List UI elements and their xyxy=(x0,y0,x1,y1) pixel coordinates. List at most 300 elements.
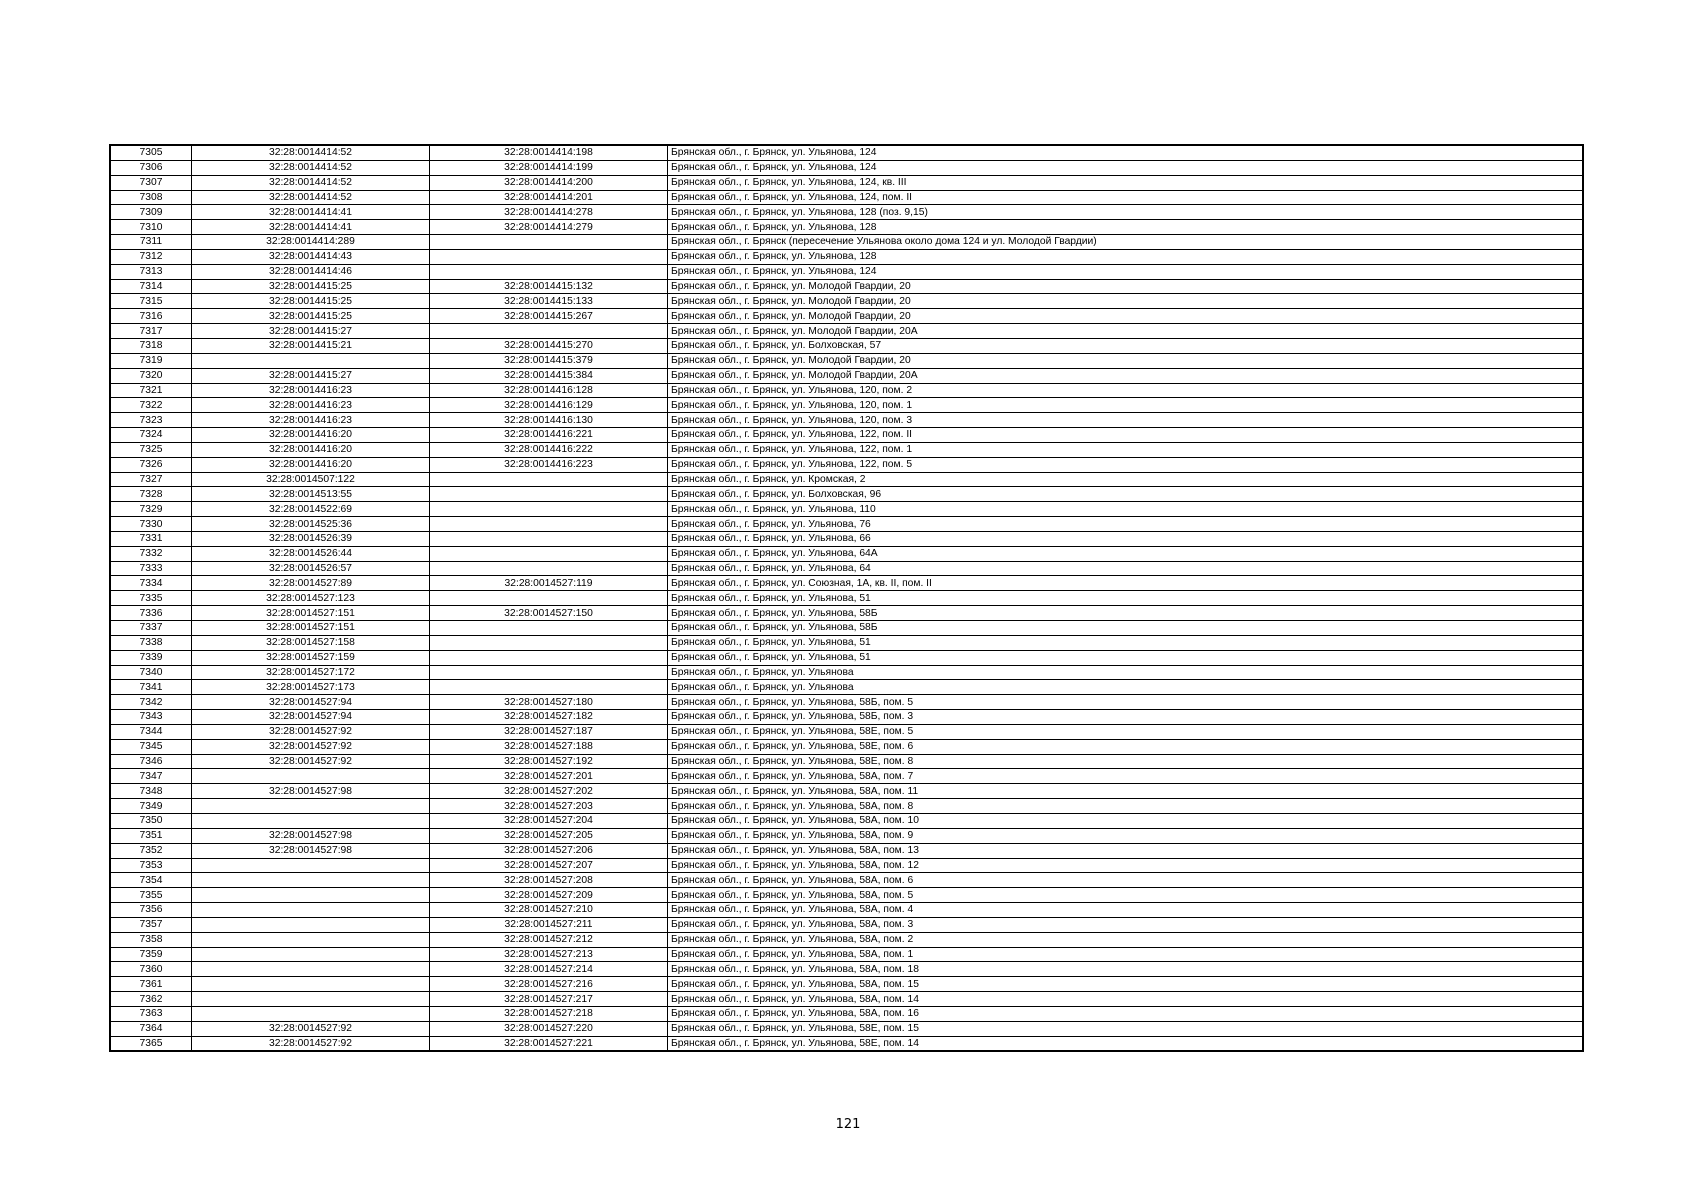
row-number-cell: 7331 xyxy=(110,531,192,546)
building-cadastral-number-cell: 32:28:0014527:150 xyxy=(430,606,668,621)
address-cell: Брянская обл., г. Брянск, ул. Ульянова, 58Е, пом. 5 xyxy=(668,724,1584,739)
building-cadastral-number-cell: 32:28:0014527:212 xyxy=(430,932,668,947)
table-row xyxy=(110,487,1583,502)
row-number-cell: 7322 xyxy=(110,398,192,413)
row-number-cell: 7326 xyxy=(110,457,192,472)
building-cadastral-number-cell: 32:28:0014416:130 xyxy=(430,413,668,428)
address-cell: Брянская обл., г. Брянск, ул. Ульянова, 58А, пом. 5 xyxy=(668,888,1584,903)
row-number-cell: 7329 xyxy=(110,502,192,517)
table-row xyxy=(110,353,1583,368)
table-row xyxy=(110,368,1583,383)
row-number-cell: 7346 xyxy=(110,754,192,769)
row-number-cell: 7319 xyxy=(110,353,192,368)
building-cadastral-number-cell: 32:28:0014527:214 xyxy=(430,962,668,977)
building-cadastral-number-cell: 32:28:0014415:267 xyxy=(430,309,668,324)
table-row xyxy=(110,784,1583,799)
land-cadastral-number-cell: 32:28:0014414:52 xyxy=(192,145,430,160)
land-cadastral-number-cell: 32:28:0014414:289 xyxy=(192,235,430,250)
building-cadastral-number-cell: 32:28:0014414:278 xyxy=(430,205,668,220)
row-number-cell: 7354 xyxy=(110,873,192,888)
address-cell: Брянская обл., г. Брянск, ул. Ульянова, 66 xyxy=(668,531,1584,546)
table-row xyxy=(110,517,1583,532)
building-cadastral-number-cell xyxy=(430,680,668,695)
table-row xyxy=(110,561,1583,576)
table-row xyxy=(110,264,1583,279)
table-row xyxy=(110,413,1583,428)
land-cadastral-number-cell xyxy=(192,888,430,903)
row-number-cell: 7306 xyxy=(110,160,192,175)
table-row xyxy=(110,428,1583,443)
building-cadastral-number-cell: 32:28:0014527:192 xyxy=(430,754,668,769)
address-cell: Брянская обл., г. Брянск, ул. Ульянова, 120, пом. 3 xyxy=(668,413,1584,428)
land-cadastral-number-cell: 32:28:0014527:92 xyxy=(192,754,430,769)
table-row xyxy=(110,917,1583,932)
row-number-cell: 7363 xyxy=(110,1006,192,1021)
land-cadastral-number-cell: 32:28:0014414:43 xyxy=(192,249,430,264)
row-number-cell: 7307 xyxy=(110,175,192,190)
land-cadastral-number-cell: 32:28:0014415:27 xyxy=(192,368,430,383)
table-row xyxy=(110,947,1583,962)
row-number-cell: 7353 xyxy=(110,858,192,873)
building-cadastral-number-cell xyxy=(430,235,668,250)
land-cadastral-number-cell: 32:28:0014415:27 xyxy=(192,324,430,339)
land-cadastral-number-cell xyxy=(192,932,430,947)
land-cadastral-number-cell xyxy=(192,962,430,977)
building-cadastral-number-cell: 32:28:0014527:221 xyxy=(430,1036,668,1051)
address-cell: Брянская обл., г. Брянск, ул. Болховская, 57 xyxy=(668,338,1584,353)
address-cell: Брянская обл., г. Брянск, ул. Ульянова, 120, пом. 1 xyxy=(668,398,1584,413)
table-row xyxy=(110,309,1583,324)
table-row xyxy=(110,828,1583,843)
table-row xyxy=(110,190,1583,205)
building-cadastral-number-cell: 32:28:0014416:222 xyxy=(430,442,668,457)
row-number-cell: 7335 xyxy=(110,591,192,606)
table-row xyxy=(110,1021,1583,1036)
row-number-cell: 7337 xyxy=(110,621,192,636)
table-row xyxy=(110,175,1583,190)
address-cell: Брянская обл., г. Брянск, ул. Союзная, 1А, кв. II, пом. II xyxy=(668,576,1584,591)
address-cell: Брянская обл., г. Брянск, ул. Ульянова, 58А, пом. 10 xyxy=(668,813,1584,828)
table-row xyxy=(110,858,1583,873)
building-cadastral-number-cell xyxy=(430,531,668,546)
land-cadastral-number-cell: 32:28:0014415:21 xyxy=(192,338,430,353)
address-cell: Брянская обл., г. Брянск, ул. Ульянова, 58А, пом. 12 xyxy=(668,858,1584,873)
address-cell: Брянская обл., г. Брянск, ул. Ульянова, 124 xyxy=(668,145,1584,160)
land-cadastral-number-cell: 32:28:0014414:46 xyxy=(192,264,430,279)
land-cadastral-number-cell: 32:28:0014527:94 xyxy=(192,710,430,725)
building-cadastral-number-cell: 32:28:0014415:270 xyxy=(430,338,668,353)
table-row xyxy=(110,294,1583,309)
address-cell: Брянская обл., г. Брянск, ул. Ульянова, 58А, пом. 18 xyxy=(668,962,1584,977)
address-cell: Брянская обл., г. Брянск (пересечение Ульянова около дома 124 и ул. Молодой Гвардии) xyxy=(668,235,1584,250)
table-row xyxy=(110,160,1583,175)
row-number-cell: 7318 xyxy=(110,338,192,353)
building-cadastral-number-cell: 32:28:0014527:211 xyxy=(430,917,668,932)
table-row xyxy=(110,398,1583,413)
land-cadastral-number-cell: 32:28:0014527:92 xyxy=(192,724,430,739)
building-cadastral-number-cell: 32:28:0014414:199 xyxy=(430,160,668,175)
building-cadastral-number-cell xyxy=(430,665,668,680)
row-number-cell: 7356 xyxy=(110,903,192,918)
land-cadastral-number-cell: 32:28:0014527:151 xyxy=(192,621,430,636)
row-number-cell: 7361 xyxy=(110,977,192,992)
address-cell: Брянская обл., г. Брянск, ул. Молодой Гвардии, 20 xyxy=(668,309,1584,324)
building-cadastral-number-cell xyxy=(430,324,668,339)
land-cadastral-number-cell: 32:28:0014416:20 xyxy=(192,442,430,457)
building-cadastral-number-cell: 32:28:0014415:132 xyxy=(430,279,668,294)
address-cell: Брянская обл., г. Брянск, ул. Ульянова, 58Е, пом. 8 xyxy=(668,754,1584,769)
address-cell: Брянская обл., г. Брянск, ул. Ульянова, 64 xyxy=(668,561,1584,576)
address-cell: Брянская обл., г. Брянск, ул. Ульянова, 124 xyxy=(668,160,1584,175)
land-cadastral-number-cell: 32:28:0014527:89 xyxy=(192,576,430,591)
land-cadastral-number-cell: 32:28:0014525:36 xyxy=(192,517,430,532)
land-cadastral-number-cell: 32:28:0014416:23 xyxy=(192,383,430,398)
address-cell: Брянская обл., г. Брянск, ул. Ульянова, 128 xyxy=(668,249,1584,264)
land-cadastral-number-cell: 32:28:0014527:92 xyxy=(192,739,430,754)
row-number-cell: 7332 xyxy=(110,546,192,561)
page-number: 121 xyxy=(835,1117,861,1132)
table-row xyxy=(110,695,1583,710)
table-row xyxy=(110,843,1583,858)
land-cadastral-number-cell xyxy=(192,903,430,918)
address-cell: Брянская обл., г. Брянск, ул. Ульянова xyxy=(668,680,1584,695)
land-cadastral-number-cell: 32:28:0014415:25 xyxy=(192,279,430,294)
row-number-cell: 7349 xyxy=(110,799,192,814)
land-cadastral-number-cell: 32:28:0014527:98 xyxy=(192,784,430,799)
table-row xyxy=(110,472,1583,487)
table-row xyxy=(110,992,1583,1007)
row-number-cell: 7339 xyxy=(110,650,192,665)
land-cadastral-number-cell: 32:28:0014416:20 xyxy=(192,457,430,472)
row-number-cell: 7330 xyxy=(110,517,192,532)
building-cadastral-number-cell: 32:28:0014527:188 xyxy=(430,739,668,754)
row-number-cell: 7359 xyxy=(110,947,192,962)
row-number-cell: 7317 xyxy=(110,324,192,339)
table-row xyxy=(110,650,1583,665)
land-cadastral-number-cell: 32:28:0014513:55 xyxy=(192,487,430,502)
row-number-cell: 7334 xyxy=(110,576,192,591)
land-cadastral-number-cell xyxy=(192,813,430,828)
table-row xyxy=(110,621,1583,636)
row-number-cell: 7336 xyxy=(110,606,192,621)
address-cell: Брянская обл., г. Брянск, ул. Ульянова, 124, пом. II xyxy=(668,190,1584,205)
table-row xyxy=(110,546,1583,561)
land-cadastral-number-cell: 32:28:0014507:122 xyxy=(192,472,430,487)
building-cadastral-number-cell: 32:28:0014527:210 xyxy=(430,903,668,918)
row-number-cell: 7313 xyxy=(110,264,192,279)
building-cadastral-number-cell xyxy=(430,561,668,576)
registry-table-body xyxy=(110,145,1583,1051)
building-cadastral-number-cell: 32:28:0014527:205 xyxy=(430,828,668,843)
row-number-cell: 7341 xyxy=(110,680,192,695)
row-number-cell: 7344 xyxy=(110,724,192,739)
land-cadastral-number-cell: 32:28:0014414:52 xyxy=(192,175,430,190)
row-number-cell: 7347 xyxy=(110,769,192,784)
row-number-cell: 7328 xyxy=(110,487,192,502)
address-cell: Брянская обл., г. Брянск, ул. Молодой Гвардии, 20 xyxy=(668,353,1584,368)
land-cadastral-number-cell: 32:28:0014527:159 xyxy=(192,650,430,665)
building-cadastral-number-cell: 32:28:0014527:217 xyxy=(430,992,668,1007)
row-number-cell: 7338 xyxy=(110,635,192,650)
address-cell: Брянская обл., г. Брянск, ул. Молодой Гвардии, 20 xyxy=(668,279,1584,294)
building-cadastral-number-cell xyxy=(430,635,668,650)
table-row xyxy=(110,813,1583,828)
building-cadastral-number-cell: 32:28:0014527:213 xyxy=(430,947,668,962)
address-cell: Брянская обл., г. Брянск, ул. Ульянова, 124, кв. III xyxy=(668,175,1584,190)
address-cell: Брянская обл., г. Брянск, ул. Ульянова, 58Б xyxy=(668,621,1584,636)
land-cadastral-number-cell: 32:28:0014414:41 xyxy=(192,205,430,220)
table-row xyxy=(110,962,1583,977)
row-number-cell: 7321 xyxy=(110,383,192,398)
address-cell: Брянская обл., г. Брянск, ул. Ульянова, 51 xyxy=(668,591,1584,606)
building-cadastral-number-cell: 32:28:0014416:221 xyxy=(430,428,668,443)
address-cell: Брянская обл., г. Брянск, ул. Ульянова, 58Е, пом. 14 xyxy=(668,1036,1584,1051)
row-number-cell: 7333 xyxy=(110,561,192,576)
address-cell: Брянская обл., г. Брянск, ул. Ульянова, 58А, пом. 7 xyxy=(668,769,1584,784)
table-row xyxy=(110,235,1583,250)
land-cadastral-number-cell xyxy=(192,858,430,873)
land-cadastral-number-cell: 32:28:0014416:23 xyxy=(192,398,430,413)
address-cell: Брянская обл., г. Брянск, ул. Кромская, 2 xyxy=(668,472,1584,487)
row-number-cell: 7352 xyxy=(110,843,192,858)
table-row xyxy=(110,531,1583,546)
address-cell: Брянская обл., г. Брянск, ул. Ульянова, 122, пом. 1 xyxy=(668,442,1584,457)
land-cadastral-number-cell: 32:28:0014527:151 xyxy=(192,606,430,621)
address-cell: Брянская обл., г. Брянск, ул. Молодой Гвардии, 20 xyxy=(668,294,1584,309)
land-cadastral-number-cell: 32:28:0014526:57 xyxy=(192,561,430,576)
building-cadastral-number-cell: 32:28:0014414:201 xyxy=(430,190,668,205)
address-cell: Брянская обл., г. Брянск, ул. Ульянова, 51 xyxy=(668,650,1584,665)
address-cell: Брянская обл., г. Брянск, ул. Ульянова, 58А, пом. 16 xyxy=(668,1006,1584,1021)
address-cell: Брянская обл., г. Брянск, ул. Ульянова, 58Б xyxy=(668,606,1584,621)
address-cell: Брянская обл., г. Брянск, ул. Ульянова, 58А, пом. 11 xyxy=(668,784,1584,799)
building-cadastral-number-cell xyxy=(430,264,668,279)
building-cadastral-number-cell: 32:28:0014416:128 xyxy=(430,383,668,398)
land-cadastral-number-cell xyxy=(192,1006,430,1021)
building-cadastral-number-cell: 32:28:0014527:119 xyxy=(430,576,668,591)
table-row xyxy=(110,799,1583,814)
building-cadastral-number-cell xyxy=(430,591,668,606)
table-row xyxy=(110,205,1583,220)
building-cadastral-number-cell: 32:28:0014527:201 xyxy=(430,769,668,784)
land-cadastral-number-cell: 32:28:0014527:92 xyxy=(192,1036,430,1051)
address-cell: Брянская обл., г. Брянск, ул. Ульянова, 58А, пом. 1 xyxy=(668,947,1584,962)
table-row xyxy=(110,903,1583,918)
row-number-cell: 7350 xyxy=(110,813,192,828)
address-cell: Брянская обл., г. Брянск, ул. Ульянова, 122, пом. II xyxy=(668,428,1584,443)
row-number-cell: 7343 xyxy=(110,710,192,725)
table-row xyxy=(110,220,1583,235)
building-cadastral-number-cell: 32:28:0014527:206 xyxy=(430,843,668,858)
building-cadastral-number-cell xyxy=(430,546,668,561)
row-number-cell: 7357 xyxy=(110,917,192,932)
table-row xyxy=(110,739,1583,754)
table-row xyxy=(110,145,1583,160)
land-cadastral-number-cell: 32:28:0014527:173 xyxy=(192,680,430,695)
land-cadastral-number-cell: 32:28:0014527:94 xyxy=(192,695,430,710)
land-cadastral-number-cell: 32:28:0014527:98 xyxy=(192,828,430,843)
land-cadastral-number-cell: 32:28:0014527:172 xyxy=(192,665,430,680)
row-number-cell: 7324 xyxy=(110,428,192,443)
row-number-cell: 7365 xyxy=(110,1036,192,1051)
building-cadastral-number-cell: 32:28:0014527:207 xyxy=(430,858,668,873)
building-cadastral-number-cell: 32:28:0014527:182 xyxy=(430,710,668,725)
row-number-cell: 7316 xyxy=(110,309,192,324)
land-cadastral-number-cell: 32:28:0014522:69 xyxy=(192,502,430,517)
land-cadastral-number-cell xyxy=(192,769,430,784)
land-cadastral-number-cell: 32:28:0014415:25 xyxy=(192,309,430,324)
table-row xyxy=(110,635,1583,650)
table-row xyxy=(110,680,1583,695)
building-cadastral-number-cell: 32:28:0014414:279 xyxy=(430,220,668,235)
land-cadastral-number-cell: 32:28:0014526:44 xyxy=(192,546,430,561)
table-row xyxy=(110,1036,1583,1051)
table-row xyxy=(110,591,1583,606)
table-row xyxy=(110,576,1583,591)
row-number-cell: 7311 xyxy=(110,235,192,250)
building-cadastral-number-cell: 32:28:0014527:204 xyxy=(430,813,668,828)
row-number-cell: 7315 xyxy=(110,294,192,309)
building-cadastral-number-cell xyxy=(430,517,668,532)
row-number-cell: 7320 xyxy=(110,368,192,383)
address-cell: Брянская обл., г. Брянск, ул. Ульянова, 51 xyxy=(668,635,1584,650)
building-cadastral-number-cell: 32:28:0014527:187 xyxy=(430,724,668,739)
table-row xyxy=(110,383,1583,398)
table-row xyxy=(110,888,1583,903)
land-cadastral-number-cell: 32:28:0014414:41 xyxy=(192,220,430,235)
table-row xyxy=(110,724,1583,739)
row-number-cell: 7325 xyxy=(110,442,192,457)
building-cadastral-number-cell xyxy=(430,621,668,636)
address-cell: Брянская обл., г. Брянск, ул. Ульянова, 58Б, пом. 3 xyxy=(668,710,1584,725)
land-cadastral-number-cell: 32:28:0014414:52 xyxy=(192,190,430,205)
table-row xyxy=(110,279,1583,294)
land-cadastral-number-cell: 32:28:0014415:25 xyxy=(192,294,430,309)
building-cadastral-number-cell: 32:28:0014527:202 xyxy=(430,784,668,799)
land-cadastral-number-cell: 32:28:0014414:52 xyxy=(192,160,430,175)
row-number-cell: 7342 xyxy=(110,695,192,710)
address-cell: Брянская обл., г. Брянск, ул. Молодой Гвардии, 20А xyxy=(668,324,1584,339)
land-cadastral-number-cell: 32:28:0014416:20 xyxy=(192,428,430,443)
property-registry-table xyxy=(109,144,1584,1052)
land-cadastral-number-cell: 32:28:0014527:98 xyxy=(192,843,430,858)
building-cadastral-number-cell: 32:28:0014527:220 xyxy=(430,1021,668,1036)
land-cadastral-number-cell: 32:28:0014527:123 xyxy=(192,591,430,606)
land-cadastral-number-cell xyxy=(192,799,430,814)
row-number-cell: 7327 xyxy=(110,472,192,487)
building-cadastral-number-cell: 32:28:0014416:129 xyxy=(430,398,668,413)
building-cadastral-number-cell xyxy=(430,472,668,487)
address-cell: Брянская обл., г. Брянск, ул. Ульянова, 76 xyxy=(668,517,1584,532)
table-row xyxy=(110,457,1583,472)
building-cadastral-number-cell: 32:28:0014527:180 xyxy=(430,695,668,710)
building-cadastral-number-cell: 32:28:0014416:223 xyxy=(430,457,668,472)
building-cadastral-number-cell: 32:28:0014527:209 xyxy=(430,888,668,903)
building-cadastral-number-cell: 32:28:0014415:133 xyxy=(430,294,668,309)
land-cadastral-number-cell xyxy=(192,947,430,962)
address-cell: Брянская обл., г. Брянск, ул. Ульянова, 122, пом. 5 xyxy=(668,457,1584,472)
address-cell: Брянская обл., г. Брянск, ул. Ульянова, 58А, пом. 13 xyxy=(668,843,1584,858)
table-row xyxy=(110,502,1583,517)
land-cadastral-number-cell: 32:28:0014526:39 xyxy=(192,531,430,546)
address-cell: Брянская обл., г. Брянск, ул. Ульянова, 110 xyxy=(668,502,1584,517)
table-row xyxy=(110,338,1583,353)
address-cell: Брянская обл., г. Брянск, ул. Ульянова, 128 (поз. 9,15) xyxy=(668,205,1584,220)
address-cell: Брянская обл., г. Брянск, ул. Ульянова, 58А, пом. 6 xyxy=(668,873,1584,888)
address-cell: Брянская обл., г. Брянск, ул. Ульянова, 120, пом. 2 xyxy=(668,383,1584,398)
address-cell: Брянская обл., г. Брянск, ул. Ульянова, 58А, пом. 8 xyxy=(668,799,1584,814)
address-cell: Брянская обл., г. Брянск, ул. Ульянова xyxy=(668,665,1584,680)
address-cell: Брянская обл., г. Брянск, ул. Ульянова, 58Е, пом. 6 xyxy=(668,739,1584,754)
table-row xyxy=(110,932,1583,947)
address-cell: Брянская обл., г. Брянск, ул. Ульянова, 58Е, пом. 15 xyxy=(668,1021,1584,1036)
land-cadastral-number-cell: 32:28:0014527:92 xyxy=(192,1021,430,1036)
row-number-cell: 7310 xyxy=(110,220,192,235)
land-cadastral-number-cell xyxy=(192,977,430,992)
land-cadastral-number-cell xyxy=(192,992,430,1007)
row-number-cell: 7312 xyxy=(110,249,192,264)
row-number-cell: 7305 xyxy=(110,145,192,160)
table-row xyxy=(110,249,1583,264)
building-cadastral-number-cell: 32:28:0014527:203 xyxy=(430,799,668,814)
address-cell: Брянская обл., г. Брянск, ул. Ульянова, 124 xyxy=(668,264,1584,279)
address-cell: Брянская обл., г. Брянск, ул. Молодой Гвардии, 20А xyxy=(668,368,1584,383)
land-cadastral-number-cell: 32:28:0014416:23 xyxy=(192,413,430,428)
table-row xyxy=(110,1006,1583,1021)
row-number-cell: 7351 xyxy=(110,828,192,843)
row-number-cell: 7364 xyxy=(110,1021,192,1036)
building-cadastral-number-cell: 32:28:0014415:384 xyxy=(430,368,668,383)
row-number-cell: 7309 xyxy=(110,205,192,220)
land-cadastral-number-cell xyxy=(192,353,430,368)
table-row xyxy=(110,665,1583,680)
building-cadastral-number-cell: 32:28:0014527:208 xyxy=(430,873,668,888)
row-number-cell: 7348 xyxy=(110,784,192,799)
table-row xyxy=(110,754,1583,769)
address-cell: Брянская обл., г. Брянск, ул. Ульянова, 58А, пом. 15 xyxy=(668,977,1584,992)
address-cell: Брянская обл., г. Брянск, ул. Ульянова, 58А, пом. 4 xyxy=(668,903,1584,918)
building-cadastral-number-cell: 32:28:0014414:198 xyxy=(430,145,668,160)
building-cadastral-number-cell: 32:28:0014415:379 xyxy=(430,353,668,368)
building-cadastral-number-cell xyxy=(430,502,668,517)
table-row xyxy=(110,710,1583,725)
row-number-cell: 7323 xyxy=(110,413,192,428)
row-number-cell: 7345 xyxy=(110,739,192,754)
land-cadastral-number-cell: 32:28:0014527:158 xyxy=(192,635,430,650)
building-cadastral-number-cell: 32:28:0014414:200 xyxy=(430,175,668,190)
table-row xyxy=(110,769,1583,784)
land-cadastral-number-cell xyxy=(192,917,430,932)
row-number-cell: 7340 xyxy=(110,665,192,680)
row-number-cell: 7308 xyxy=(110,190,192,205)
row-number-cell: 7360 xyxy=(110,962,192,977)
building-cadastral-number-cell: 32:28:0014527:218 xyxy=(430,1006,668,1021)
row-number-cell: 7314 xyxy=(110,279,192,294)
row-number-cell: 7358 xyxy=(110,932,192,947)
address-cell: Брянская обл., г. Брянск, ул. Ульянова, 58А, пом. 9 xyxy=(668,828,1584,843)
address-cell: Брянская обл., г. Брянск, ул. Ульянова, 58А, пом. 14 xyxy=(668,992,1584,1007)
address-cell: Брянская обл., г. Брянск, ул. Ульянова, 58А, пом. 2 xyxy=(668,932,1584,947)
table-row xyxy=(110,977,1583,992)
building-cadastral-number-cell xyxy=(430,487,668,502)
address-cell: Брянская обл., г. Брянск, ул. Болховская, 96 xyxy=(668,487,1584,502)
table-row xyxy=(110,442,1583,457)
row-number-cell: 7355 xyxy=(110,888,192,903)
address-cell: Брянская обл., г. Брянск, ул. Ульянова, 58А, пом. 3 xyxy=(668,917,1584,932)
building-cadastral-number-cell xyxy=(430,650,668,665)
table-row xyxy=(110,873,1583,888)
row-number-cell: 7362 xyxy=(110,992,192,1007)
